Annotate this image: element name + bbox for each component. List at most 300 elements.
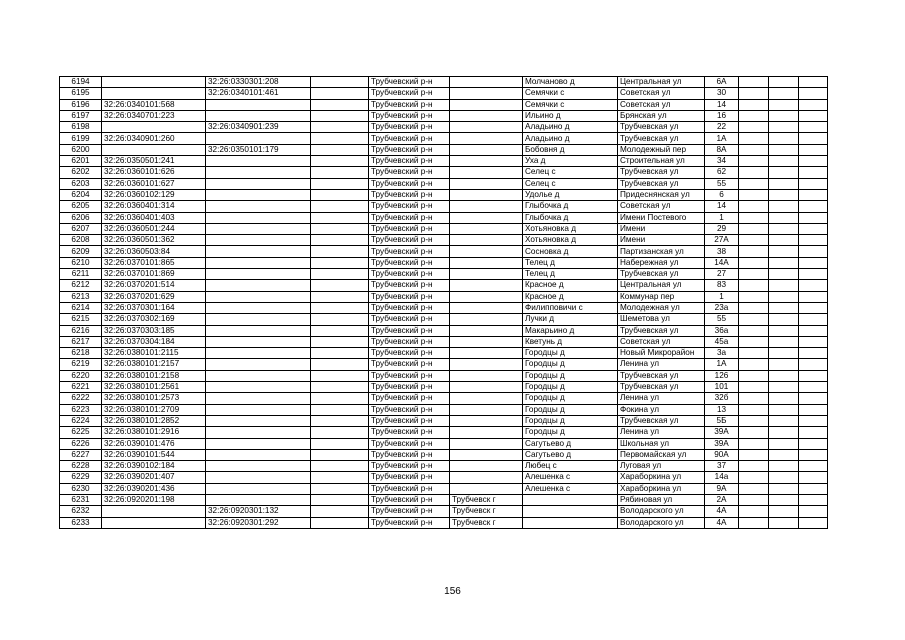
district: Трубчевский р-н — [369, 122, 450, 133]
settlement: Красное д — [523, 280, 618, 291]
street: Трубчевская ул — [618, 167, 705, 178]
empty-cell — [739, 325, 769, 336]
row-number: 6201 — [60, 156, 102, 167]
empty-cell — [739, 415, 769, 426]
cadastral-number: 32:26:0360102:129 — [102, 189, 206, 200]
empty-cell — [799, 427, 828, 438]
house-number: 1А — [705, 359, 739, 370]
street: Шеметова ул — [618, 314, 705, 325]
street: Советская ул — [618, 201, 705, 212]
row-number: 6227 — [60, 449, 102, 460]
empty-cell — [311, 325, 369, 336]
house-number: 126 — [705, 370, 739, 381]
empty-cell — [769, 506, 799, 517]
empty-cell — [311, 144, 369, 155]
street: Рябиновая ул — [618, 494, 705, 505]
cadastral-number-alt — [206, 415, 311, 426]
table-row — [60, 302, 828, 313]
empty-cell — [769, 325, 799, 336]
town — [450, 302, 523, 313]
street: Брянская ул — [618, 110, 705, 121]
empty-cell — [799, 336, 828, 347]
empty-cell — [311, 77, 369, 88]
house-number: 30 — [705, 88, 739, 99]
row-number: 6212 — [60, 280, 102, 291]
cadastral-number: 32:26:0360501:362 — [102, 235, 206, 246]
cadastral-number-alt: 32:26:0330301:208 — [206, 77, 311, 88]
empty-cell — [739, 156, 769, 167]
settlement: Аладьино д — [523, 122, 618, 133]
cadastral-number: 32:26:0380101:2158 — [102, 370, 206, 381]
cadastral-number: 32:26:0380101:2916 — [102, 427, 206, 438]
cadastral-number: 32:26:0380101:2573 — [102, 393, 206, 404]
cadastral-number: 32:26:0380101:2709 — [102, 404, 206, 415]
table-row — [60, 517, 828, 528]
house-number: 16 — [705, 110, 739, 121]
empty-cell — [799, 348, 828, 359]
town — [450, 133, 523, 144]
row-number: 6196 — [60, 99, 102, 110]
settlement: Городцы д — [523, 415, 618, 426]
table-row — [60, 235, 828, 246]
cadastral-number-alt — [206, 472, 311, 483]
empty-cell — [739, 427, 769, 438]
empty-cell — [769, 415, 799, 426]
empty-cell — [739, 483, 769, 494]
cadastral-number: 32:26:0390101:476 — [102, 438, 206, 449]
house-number: 45а — [705, 336, 739, 347]
table-row — [60, 359, 828, 370]
empty-cell — [311, 302, 369, 313]
street: Первомайская ул — [618, 449, 705, 460]
town — [450, 472, 523, 483]
street: Центральная ул — [618, 280, 705, 291]
district: Трубчевский р-н — [369, 201, 450, 212]
table-row — [60, 122, 828, 133]
empty-cell — [769, 122, 799, 133]
cadastral-number: 32:26:0340101:568 — [102, 99, 206, 110]
register-table — [59, 76, 828, 529]
settlement: Сосновка д — [523, 246, 618, 257]
cadastral-number — [102, 517, 206, 528]
empty-cell — [311, 415, 369, 426]
empty-cell — [799, 246, 828, 257]
district: Трубчевский р-н — [369, 494, 450, 505]
row-number: 6207 — [60, 223, 102, 234]
settlement — [523, 494, 618, 505]
cadastral-number — [102, 88, 206, 99]
empty-cell — [769, 438, 799, 449]
empty-cell — [799, 99, 828, 110]
street: Придеснянская ул — [618, 189, 705, 200]
street: Набережная ул — [618, 257, 705, 268]
empty-cell — [311, 212, 369, 223]
district: Трубчевский р-н — [369, 461, 450, 472]
empty-cell — [799, 257, 828, 268]
cadastral-number: 32:26:0920201:198 — [102, 494, 206, 505]
house-number: 101 — [705, 382, 739, 393]
empty-cell — [311, 223, 369, 234]
table-row — [60, 449, 828, 460]
house-number: 1 — [705, 212, 739, 223]
cadastral-number: 32:26:0380101:2157 — [102, 359, 206, 370]
empty-cell — [769, 393, 799, 404]
empty-cell — [739, 393, 769, 404]
town — [450, 314, 523, 325]
cadastral-number-alt — [206, 393, 311, 404]
house-number: 1 — [705, 291, 739, 302]
empty-cell — [739, 370, 769, 381]
empty-cell — [769, 461, 799, 472]
house-number: 1А — [705, 133, 739, 144]
cadastral-number-alt — [206, 246, 311, 257]
cadastral-number-alt — [206, 404, 311, 415]
empty-cell — [799, 404, 828, 415]
district: Трубчевский р-н — [369, 415, 450, 426]
house-number: 38 — [705, 246, 739, 257]
settlement: Селец с — [523, 167, 618, 178]
empty-cell — [739, 461, 769, 472]
cadastral-number: 32:26:0390201:436 — [102, 483, 206, 494]
street: Имени — [618, 235, 705, 246]
district: Трубчевский р-н — [369, 449, 450, 460]
cadastral-number-alt — [206, 427, 311, 438]
empty-cell — [769, 223, 799, 234]
empty-cell — [769, 359, 799, 370]
settlement: Городцы д — [523, 382, 618, 393]
table-row — [60, 223, 828, 234]
town — [450, 223, 523, 234]
row-number: 6213 — [60, 291, 102, 302]
district: Трубчевский р-н — [369, 348, 450, 359]
settlement: Молчаново д — [523, 77, 618, 88]
town — [450, 156, 523, 167]
empty-cell — [769, 370, 799, 381]
row-number: 6221 — [60, 382, 102, 393]
table-row — [60, 212, 828, 223]
street: Молодежная ул — [618, 302, 705, 313]
empty-cell — [769, 189, 799, 200]
table-row — [60, 246, 828, 257]
empty-cell — [739, 122, 769, 133]
street: Трубчевская ул — [618, 415, 705, 426]
table-row — [60, 506, 828, 517]
row-number: 6225 — [60, 427, 102, 438]
cadastral-number-alt — [206, 280, 311, 291]
empty-cell — [311, 291, 369, 302]
house-number: 9А — [705, 483, 739, 494]
empty-cell — [799, 156, 828, 167]
street: Строительная ул — [618, 156, 705, 167]
empty-cell — [799, 223, 828, 234]
empty-cell — [799, 269, 828, 280]
settlement: Удолье д — [523, 189, 618, 200]
table-row — [60, 382, 828, 393]
cadastral-number: 32:26:0390101:544 — [102, 449, 206, 460]
town: Трубчевск г — [450, 506, 523, 517]
empty-cell — [311, 99, 369, 110]
empty-cell — [769, 257, 799, 268]
empty-cell — [769, 110, 799, 121]
house-number: 13 — [705, 404, 739, 415]
row-number: 6216 — [60, 325, 102, 336]
town — [450, 449, 523, 460]
district: Трубчевский р-н — [369, 370, 450, 381]
row-number: 6228 — [60, 461, 102, 472]
table-row — [60, 133, 828, 144]
empty-cell — [799, 291, 828, 302]
empty-cell — [769, 404, 799, 415]
town — [450, 415, 523, 426]
table-row — [60, 178, 828, 189]
house-number: 39А — [705, 427, 739, 438]
street: Луговая ул — [618, 461, 705, 472]
table-row — [60, 415, 828, 426]
empty-cell — [769, 133, 799, 144]
empty-cell — [769, 235, 799, 246]
empty-cell — [799, 472, 828, 483]
empty-cell — [739, 144, 769, 155]
empty-cell — [799, 449, 828, 460]
cadastral-number-alt — [206, 110, 311, 121]
street: Трубчевская ул — [618, 122, 705, 133]
empty-cell — [769, 449, 799, 460]
row-number: 6195 — [60, 88, 102, 99]
street: Трубчевская ул — [618, 325, 705, 336]
cadastral-number-alt — [206, 359, 311, 370]
street: Партизанская ул — [618, 246, 705, 257]
row-number: 6205 — [60, 201, 102, 212]
district: Трубчевский р-н — [369, 257, 450, 268]
district: Трубчевский р-н — [369, 167, 450, 178]
empty-cell — [739, 302, 769, 313]
house-number: 6А — [705, 77, 739, 88]
town — [450, 235, 523, 246]
empty-cell — [769, 156, 799, 167]
town — [450, 122, 523, 133]
settlement: Филипповичи с — [523, 302, 618, 313]
empty-cell — [739, 167, 769, 178]
empty-cell — [799, 133, 828, 144]
settlement: Семячки с — [523, 88, 618, 99]
settlement: Сагутьево д — [523, 449, 618, 460]
empty-cell — [311, 359, 369, 370]
empty-cell — [311, 472, 369, 483]
town — [450, 99, 523, 110]
table-row — [60, 110, 828, 121]
house-number: 37 — [705, 461, 739, 472]
settlement: Глыбочка д — [523, 201, 618, 212]
cadastral-number-alt: 32:26:0340101:461 — [206, 88, 311, 99]
empty-cell — [311, 201, 369, 212]
cadastral-number-alt — [206, 235, 311, 246]
empty-cell — [799, 370, 828, 381]
settlement: Хотьяновка д — [523, 223, 618, 234]
empty-cell — [769, 212, 799, 223]
house-number: 22 — [705, 122, 739, 133]
row-number: 6220 — [60, 370, 102, 381]
district: Трубчевский р-н — [369, 144, 450, 155]
empty-cell — [799, 201, 828, 212]
street: Хараборкина ул — [618, 483, 705, 494]
settlement: Глыбочка д — [523, 212, 618, 223]
street: Трубчевская ул — [618, 382, 705, 393]
settlement: Сагутьево д — [523, 438, 618, 449]
cadastral-number-alt — [206, 325, 311, 336]
settlement: Алешенка с — [523, 483, 618, 494]
cadastral-number: 32:26:0370303:185 — [102, 325, 206, 336]
row-number: 6206 — [60, 212, 102, 223]
empty-cell — [739, 178, 769, 189]
settlement: Аладьино д — [523, 133, 618, 144]
row-number: 6214 — [60, 302, 102, 313]
empty-cell — [311, 269, 369, 280]
cadastral-number-alt — [206, 189, 311, 200]
row-number: 6204 — [60, 189, 102, 200]
cadastral-number-alt — [206, 291, 311, 302]
empty-cell — [311, 110, 369, 121]
table-row — [60, 291, 828, 302]
row-number: 6210 — [60, 257, 102, 268]
empty-cell — [739, 99, 769, 110]
cadastral-number-alt — [206, 223, 311, 234]
empty-cell — [769, 483, 799, 494]
empty-cell — [799, 189, 828, 200]
cadastral-number: 32:26:0380101:2561 — [102, 382, 206, 393]
settlement: Городцы д — [523, 348, 618, 359]
house-number: 14 — [705, 201, 739, 212]
empty-cell — [311, 122, 369, 133]
settlement: Телец д — [523, 269, 618, 280]
empty-cell — [769, 314, 799, 325]
town — [450, 461, 523, 472]
settlement: Красное д — [523, 291, 618, 302]
empty-cell — [739, 449, 769, 460]
settlement: Семячки с — [523, 99, 618, 110]
table-row — [60, 167, 828, 178]
table-row — [60, 461, 828, 472]
empty-cell — [739, 77, 769, 88]
empty-cell — [799, 325, 828, 336]
house-number: 62 — [705, 167, 739, 178]
street: Хараборкина ул — [618, 472, 705, 483]
town — [450, 178, 523, 189]
empty-cell — [311, 427, 369, 438]
town — [450, 370, 523, 381]
cadastral-number: 32:26:0360401:314 — [102, 201, 206, 212]
row-number: 6219 — [60, 359, 102, 370]
empty-cell — [769, 280, 799, 291]
town: Трубчевск г — [450, 494, 523, 505]
house-number: 27 — [705, 269, 739, 280]
row-number: 6229 — [60, 472, 102, 483]
street: Центральная ул — [618, 77, 705, 88]
district: Трубчевский р-н — [369, 438, 450, 449]
cadastral-number-alt — [206, 201, 311, 212]
table-row — [60, 393, 828, 404]
empty-cell — [769, 269, 799, 280]
district: Трубчевский р-н — [369, 517, 450, 528]
row-number: 6202 — [60, 167, 102, 178]
settlement: Городцы д — [523, 359, 618, 370]
empty-cell — [799, 359, 828, 370]
town — [450, 144, 523, 155]
cadastral-number — [102, 122, 206, 133]
table-row — [60, 314, 828, 325]
table-row — [60, 144, 828, 155]
settlement: Ильино д — [523, 110, 618, 121]
street: Володарского ул — [618, 506, 705, 517]
cadastral-number-alt — [206, 302, 311, 313]
cadastral-number-alt — [206, 167, 311, 178]
street: Новый Микрорайон — [618, 348, 705, 359]
cadastral-number: 32:26:0360101:626 — [102, 167, 206, 178]
district: Трубчевский р-н — [369, 404, 450, 415]
row-number: 6230 — [60, 483, 102, 494]
district: Трубчевский р-н — [369, 212, 450, 223]
cadastral-number: 32:26:0370101:865 — [102, 257, 206, 268]
cadastral-number: 32:26:0370101:869 — [102, 269, 206, 280]
empty-cell — [311, 506, 369, 517]
house-number: 83 — [705, 280, 739, 291]
cadastral-number: 32:26:0370302:169 — [102, 314, 206, 325]
district: Трубчевский р-н — [369, 359, 450, 370]
street: Ленина ул — [618, 427, 705, 438]
town — [450, 257, 523, 268]
table-row — [60, 201, 828, 212]
district: Трубчевский р-н — [369, 302, 450, 313]
town — [450, 269, 523, 280]
district: Трубчевский р-н — [369, 427, 450, 438]
house-number: 5Б — [705, 415, 739, 426]
street: Трубчевская ул — [618, 269, 705, 280]
empty-cell — [739, 110, 769, 121]
house-number: 6 — [705, 189, 739, 200]
empty-cell — [799, 314, 828, 325]
table-row — [60, 370, 828, 381]
empty-cell — [311, 189, 369, 200]
empty-cell — [739, 506, 769, 517]
cadastral-number — [102, 144, 206, 155]
empty-cell — [799, 438, 828, 449]
empty-cell — [311, 483, 369, 494]
house-number: 3а — [705, 348, 739, 359]
street: Имени Постевого — [618, 212, 705, 223]
empty-cell — [739, 336, 769, 347]
empty-cell — [739, 133, 769, 144]
empty-cell — [311, 235, 369, 246]
empty-cell — [311, 461, 369, 472]
town — [450, 246, 523, 257]
cadastral-number — [102, 506, 206, 517]
table-row — [60, 494, 828, 505]
empty-cell — [799, 144, 828, 155]
cadastral-number-alt — [206, 494, 311, 505]
settlement: Бобовня д — [523, 144, 618, 155]
cadastral-number-alt: 32:26:0350101:179 — [206, 144, 311, 155]
cadastral-number: 32:26:0370201:629 — [102, 291, 206, 302]
street: Володарского ул — [618, 517, 705, 528]
empty-cell — [799, 88, 828, 99]
empty-cell — [799, 110, 828, 121]
cadastral-number-alt: 32:26:0340901:239 — [206, 122, 311, 133]
row-number: 6209 — [60, 246, 102, 257]
cadastral-number: 32:26:0380101:2852 — [102, 415, 206, 426]
cadastral-number: 32:26:0360503:84 — [102, 246, 206, 257]
empty-cell — [311, 382, 369, 393]
district: Трубчевский р-н — [369, 99, 450, 110]
table-row — [60, 189, 828, 200]
